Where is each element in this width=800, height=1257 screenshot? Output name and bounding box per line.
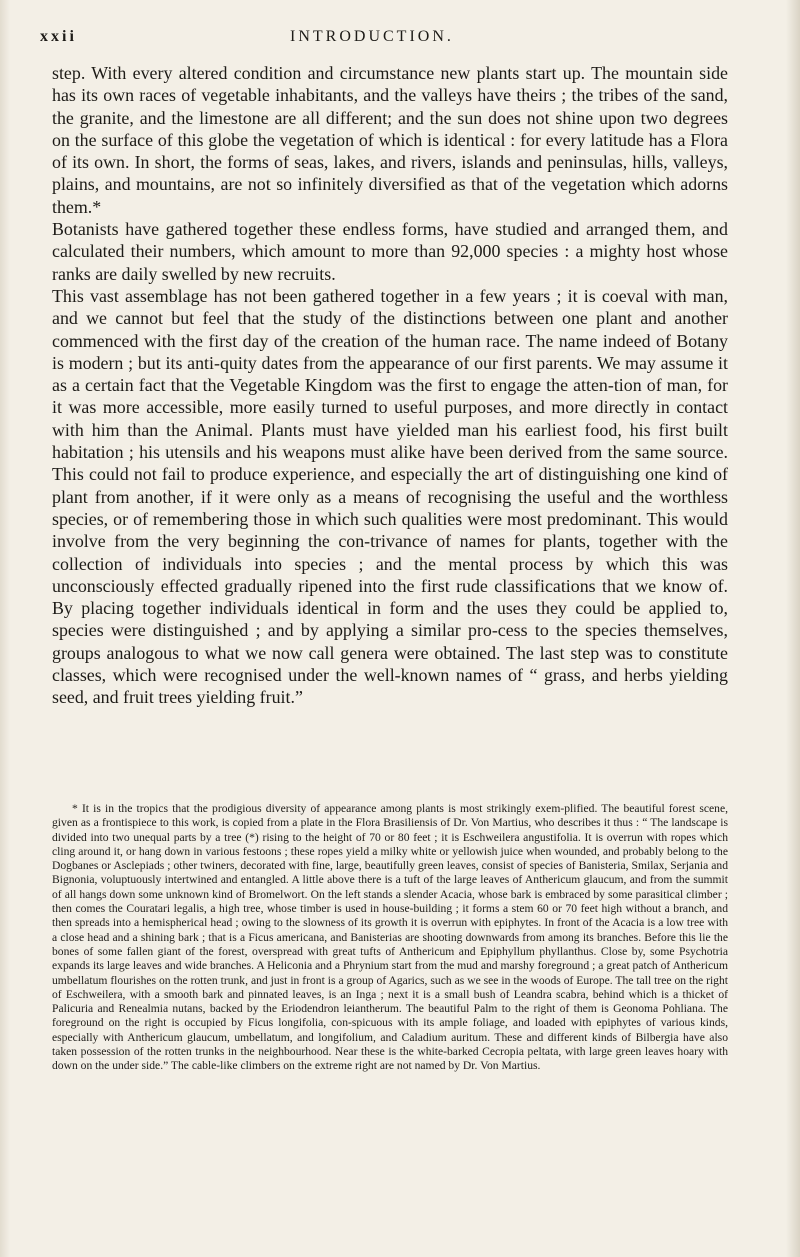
paragraph: This vast assemblage has not been gathered together in a few years ; it is coeval with man, and we cannot but feel that the study of the distinctions between one plant and another commenced with the first day of the creation of the human race. The name indeed of Botany is modern ; but its anti-quity dates from the appearance of our first parents. We may assume it as a certain fact that the Vegetable Kingdom was the first to engage the atten-tion of man, for it was more accessible, more easily turned to useful purposes, and more directly in contact with him than the Animal. Plants must have yielded man his earliest food, his first built habitation ; his utensils and his weapons must alike have been derived from the same source. This could not fail to produce experience, and especially the art of distinguishing one kind of plant from another, if it were only as a means of recognising the useful and the worthless species, or of remembering those in which such qualities were most predominant. This would involve from the very beginning the con-trivance of names for plants, together with the collection of individuals into species ; and the mental process by which this was unconsciously effected gradually ripened into the first rude classifications that we know of. By placing together individuals identical in form and the uses they could be applied to, species were distinguished ; and by applying a similar pro-cess to the species themselves, groups analogous to what we now call genera were obtained. The last step was to constitute classes, which were recognised under the well-known names of “ grass, and herbs yielding seed, and fruit trees yielding fruit.” bbox=[52, 285, 728, 708]
page-number: xxii bbox=[40, 28, 77, 45]
page-gutter-shadow bbox=[0, 0, 10, 1257]
running-head: INTRODUCTION. bbox=[290, 28, 454, 45]
main-text bbox=[52, 62, 728, 709]
footnote bbox=[52, 802, 728, 1074]
page-header bbox=[40, 28, 760, 58]
paragraph: step. With every altered condition and circumstance new plants start up. The mountain side has its own races of vegetable inhabitants, and the valleys have theirs ; the tribes of the sand, the granite, and the limestone are all different; and the sun does not shine upon two degrees on the surface of this globe the vegetation of which is identical : for every latitude has a Flora of its own. In short, the forms of seas, lakes, and rivers, islands and peninsulas, hills, valleys, plains, and mountains, are not so infinitely diversified as that of the vegetation which adorns them.* bbox=[52, 63, 728, 217]
footnote-text: * It is in the tropics that the prodigious diversity of appearance among plants is most strikingly exem-plified. The beautiful forest scene, given as a frontispiece to this work, is copied from a plate in the Flora Brasiliensis of Dr. Von Martius, who describes it thus : “ The landscape is divided into two unequal parts by a tree (*) rising to the height of 70 or 80 feet ; it is Eschweilera angustifolia. It is overrun with ropes which cling around it, or hang down in various festoons ; these ropes yield a milky white or yellowish juice when wounded, and probably belong to the Dogbanes or Asclepiads ; other twiners, decorated with fine, large, beautifully green leaves, consist of species of Banisteria, Smilax, Serjania and Bignonia, voluptuously intertwined and entangled. A little above there is a tuft of the large leaves of Anthericum glaucum, and from the summit of all hangs down some unknown kind of Bromelwort. On the left stands a slender Acacia, whose bark is embraced by some parasitical climber ; then comes the Couratari legalis, a high tree, whose timber is used in house-building ; it forms a stem 60 or 70 feet high without a branch, and then spreads into a hemispherical head ; owing to the slowness of its growth it is overrun with epiphytes. In front of the Acacia is a low tree with a close head and a shining bark ; that is a Ficus americana, and Banisterias are shooting downwards from among its branches. Before this lie the bones of some fallen giant of the forest, overspread with great tufts of Anthericum and Epiphyllum phyllanthus. Close by, some Psychotria expands its large leaves and wide branches. A Heliconia and a Phrynium start from the mud and marshy foreground ; a great patch of Anthericum umbellatum flourishes on the rotten trunk, and just in front is a group of Agarics, such as we see in the woods of Europe. The tall tree on the right of Eschweilera, with a smooth bark and pinnated leaves, is an Inga ; next it is a small bush of Leandra scabra, behind which is a thicket of Palicuria and Renealmia nutans, backed by the Eriodendron leiantherum. The beautiful Palm to the right of them is Geonoma Pohliana. The foreground on the right is occupied by Ficus longifolia, con-spicuous with its ample foliage, and loaded with epiphytes of various kinds, especially with Anthericum glaucum, umbellatum, and longifolium, and Caladium auritum. These and different kinds of Bilbergia have also taken possession of the rotten trunks in the neighbourhood. Near these is the white-barked Cecropia peltata, with large green leaves hoary with down on the under side.” The cable-like climbers on the extreme right are not named by Dr. Von Martius. bbox=[52, 802, 728, 1073]
page-edge-shadow bbox=[786, 0, 800, 1257]
paragraph: Botanists have gathered together these endless forms, have studied and arranged them, and calculated their numbers, which amount to more than 92,000 species : a mighty host whose ranks are daily swelled by new recruits. bbox=[52, 219, 728, 284]
